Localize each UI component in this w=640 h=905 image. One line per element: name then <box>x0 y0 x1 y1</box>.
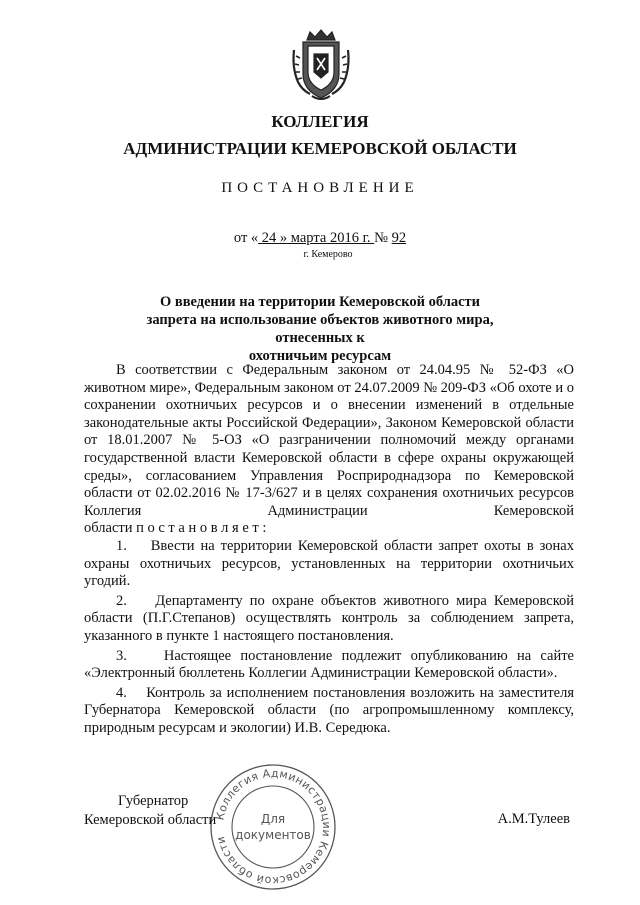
list-item <box>84 593 574 646</box>
item-number: 1. <box>116 537 127 554</box>
preamble-paragraph: В соответствии с Федеральным законом от 24.04.95 № 52-ФЗ «О животном мире», Федеральным законом от 24.07.2009 № 209-ФЗ «Об охоте и о сохранении охотничьих ресурсов и о внесении изменений в отдельные законодательные акты Российской Федерации», Законом Кемеровской области от 18.01.2007 № 5-ОЗ «О разграничении полномочий между органами государственной власти Кемеровской области в сфере охраны окружающей среды», согласованием Управления Росприроднадзора по Кемеровской области от 02.02.2016 № 17-3/627 и в целях сохранения охотничьих ресурсов Коллегия Администрации Кемеровской <box>84 362 574 519</box>
signatory-name: А.М.Тулеев <box>497 811 570 827</box>
date-day-close: » <box>279 230 288 246</box>
item-text: Настоящее постановление подлежит опубликованию на сайте «Электронный бюллетень Коллегии Администрации Кемеровской области». <box>84 647 574 682</box>
document-title <box>110 293 530 365</box>
date-prefix: от « <box>233 230 259 246</box>
signatory-position <box>84 792 216 830</box>
svg-text:Коллегия Администрации Кемеров <box>213 767 333 887</box>
official-stamp <box>208 762 338 892</box>
item-text: Контроль за исполнением постановления возложить на заместителя Губернатора Кемеровской области (по агропромышленному комплексу, природным ресурсам и экологии) И.В. Середюка. <box>84 684 574 736</box>
org-name-line1: КОЛЛЕГИЯ <box>271 112 369 131</box>
position-line2: Кемеровской области <box>84 812 217 828</box>
stamp-center-line1: Для <box>260 812 286 826</box>
number-sign: № <box>374 230 392 246</box>
title-line: охотничьим ресурсам <box>248 348 392 364</box>
document-body <box>84 362 574 737</box>
date-month-year: марта 2016 г. <box>287 230 375 246</box>
coat-of-arms-emblem <box>290 28 352 104</box>
org-name-line2: АДМИНИСТРАЦИИ КЕМЕРОВСКОЙ ОБЛАСТИ <box>123 139 517 158</box>
resolves-line: области п о с т а н о в л я е т : <box>84 520 267 537</box>
list-item <box>84 685 574 738</box>
item-number: 2. <box>116 592 127 609</box>
item-number: 3. <box>116 647 127 664</box>
position-line1: Губернатор <box>118 793 189 809</box>
list-item <box>84 648 574 683</box>
city-label: г. Кемерово <box>303 249 353 260</box>
list-item <box>84 538 574 591</box>
stamp-ring-text: Коллегия Администрации Кемеровской области <box>213 766 334 888</box>
item-text: Ввести на территории Кемеровской области запрет охоты в зонах охраны охотничьих ресурсов, установленных на территории охотничьих угодий. <box>84 537 574 590</box>
title-line: запрета на использование объектов животного мира, отнесенных к <box>146 312 494 346</box>
document-kind: ПОСТАНОВЛЕНИЕ <box>221 180 419 196</box>
date-day: 24 <box>258 230 280 246</box>
document-number: 92 <box>391 230 407 246</box>
date-line <box>0 230 640 247</box>
stamp-center-line2: документов <box>235 828 311 842</box>
item-number: 4. <box>116 684 127 701</box>
title-line: О введении на территории Кемеровской области <box>159 294 481 310</box>
item-text: Департаменту по охране объектов животного мира Кемеровской области (П.Г.Степанов) осуществлять контроль за соблюдением запрета, указанного в пункте 1 настоящего постановления. <box>84 592 575 644</box>
